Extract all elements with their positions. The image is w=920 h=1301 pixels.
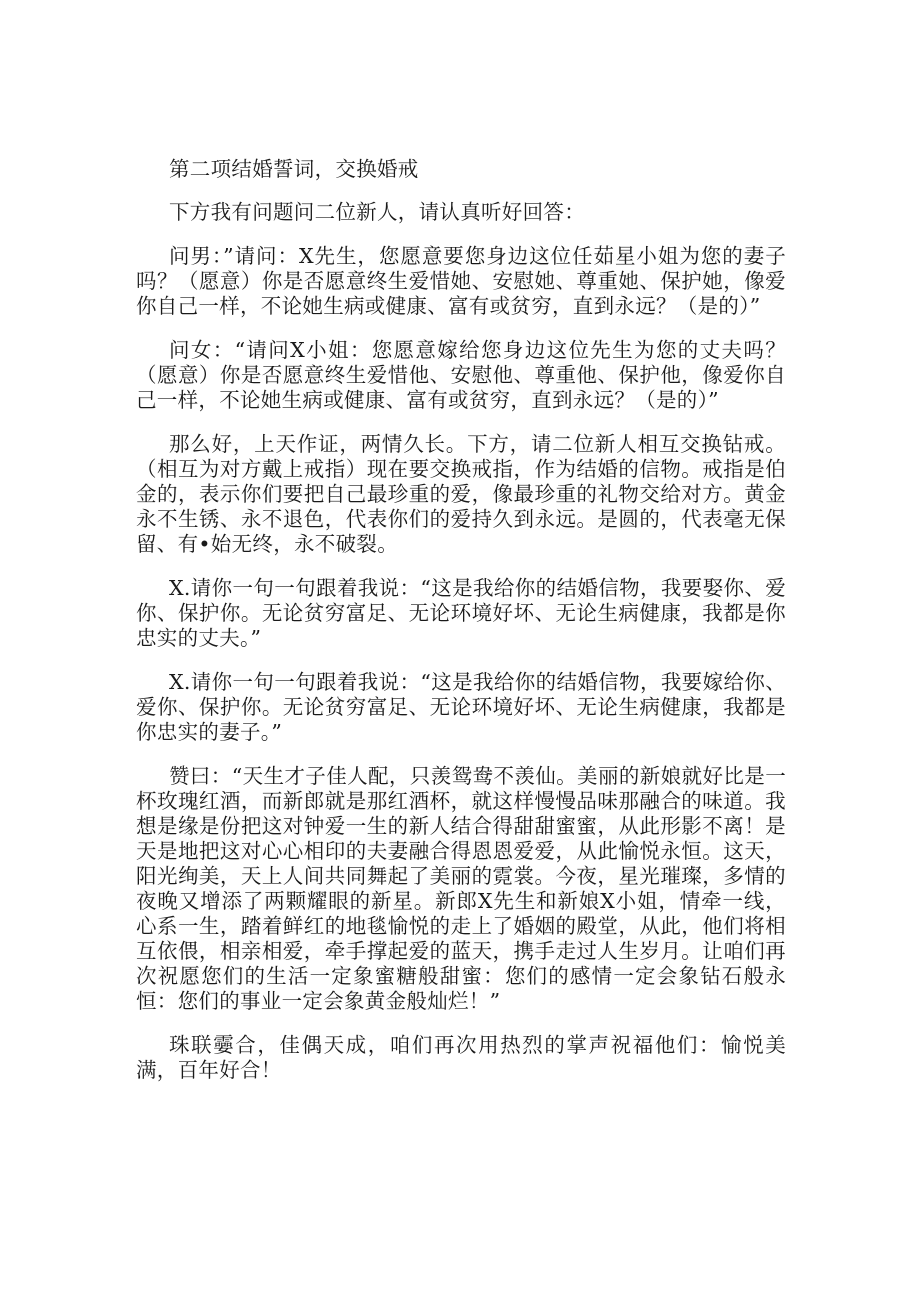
ring-exchange-paragraph: 那么好，上天作证，两情久长。下方，请二位新人相互交换钻戒。（相互为对方戴上戒指）现在要交换戒指，作为结婚的信物。戒指是伯金的，表示你们要把自己最珍重的爱，像最珍重的礼物交给对方。黄金永不生锈、永不退色，代表你们的爱持久到永远。是圆的，代表毫无保留、有•始无终，永不破裂。 — [136, 432, 786, 556]
bride-vow-paragraph: X.请你一句一句跟着我说：“这是我给你的结婚信物，我要嫁给你、爱你、保护你。无论贫穷富足、无论环境好坏、无论生病健康，我都是你忠实的妻子。” — [136, 670, 786, 744]
blessing-paragraph: 赞曰：“天生才子佳人配，只羡鸳鸯不羡仙。美丽的新娘就好比是一杯玫瑰红酒，而新郎就是那红酒杯，就这样慢慢品味那融合的味道。我想是缘是份把这对钟爱一生的新人结合得甜甜蜜蜜，从此形影不离！是天是地把这对心心相印的夫妻融合得恩恩爱爱，从此愉悦永恒。这天，阳光绚美，天上人间共同舞起了美丽的霓裳。今夜，星光璀璨，多情的夜晚又增添了两颗耀眼的新星。新郎X先生和新娘X小姐，情牵一线，心系一生，踏着鲜红的地毯愉悦的走上了婚姻的殿堂，从此，他们将相互依偎，相亲相爱，牵手撑起爱的蓝天，携手走过人生岁月。让咱们再次祝愿您们的生活一定象蜜糖般甜蜜：您们的感情一定会象钻石般永恒：您们的事业一定会象黄金般灿烂！” — [136, 764, 786, 1013]
section-heading: 第二项结婚誓词，交换婚戒 — [169, 157, 419, 181]
question-to-groom-paragraph: 问男：”请问：X先生，您愿意要您身边这位任茹星小姐为您的妻子吗？（愿意）你是否愿意终生爱惜她、安慰她、尊重她、保护她，像爱你自己一样，不论她生病或健康、富有或贫穷，直到永远？（是的）” — [136, 244, 786, 318]
document-body — [136, 157, 786, 1102]
closing-paragraph: 珠联孁合，佳偶天成，咱们再次用热烈的掌声祝福他们：愉悦美满，百年好合！ — [136, 1033, 786, 1082]
question-to-bride-paragraph: 问女：“请问X小姐：您愿意嫁给您身边这位先生为您的丈夫吗？（愿意）你是否愿意终生爱惜他、安慰他、尊重他、保护他，像爱你自己一样，不论她生病或健康、富有或贫穷，直到永远？（是的）” — [136, 338, 786, 412]
intro-paragraph: 下方我有问题问二位新人，请认真听好回答： — [169, 200, 585, 224]
groom-vow-paragraph: X.请你一句一句跟着我说：“这是我给你的结婚信物，我要娶你、爱你、保护你。无论贫穷富足、无论环境好坏、无论生病健康，我都是你忠实的丈夫。” — [136, 576, 786, 650]
